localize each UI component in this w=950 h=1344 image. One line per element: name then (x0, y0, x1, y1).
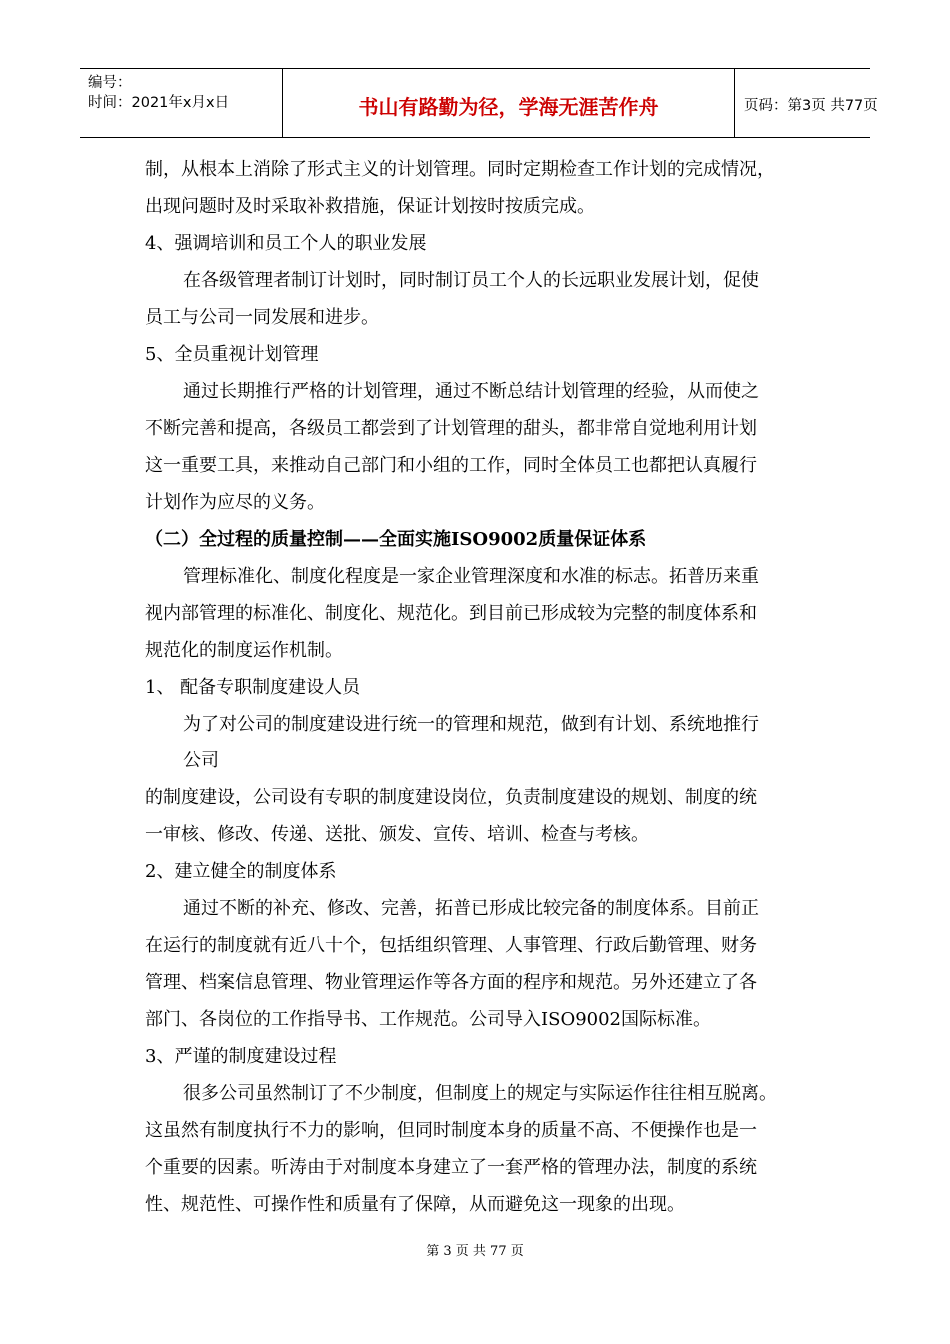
list-heading: 3、严谨的制度建设过程 (145, 1046, 337, 1067)
body-line: 为了对公司的制度建设进行统一的管理和规范，做到有计划、系统地推行 (183, 714, 759, 735)
header-motto: 书山有路勤为径，学海无涯苦作舟 (358, 95, 659, 119)
body-line: 在运行的制度就有近八十个，包括组织管理、人事管理、行政后勤管理、财务 (145, 935, 757, 956)
body-line: 性、规范性、可操作性和质量有了保障，从而避免这一现象的出现。 (145, 1194, 685, 1215)
section-heading: （二）全过程的质量控制——全面实施ISO9002质量保证体系 (145, 529, 647, 550)
body-line: 通过长期推行严格的计划管理，通过不断总结计划管理的经验，从而使之 (183, 381, 759, 402)
page-header (80, 68, 878, 138)
body-line: 公司 (183, 750, 219, 771)
body-line: 很多公司虽然制订了不少制度，但制度上的规定与实际运作往往相互脱离。 (183, 1083, 777, 1104)
body-line: 员工与公司一同发展和进步。 (145, 307, 379, 328)
body-line: 的制度建设，公司设有专职的制度建设岗位，负责制度建设的规划、制度的统 (145, 787, 757, 808)
header-motto-cell (283, 69, 735, 137)
body-line: 不断完善和提高，各级员工都尝到了计划管理的甜头，都非常自觉地利用计划 (145, 418, 757, 439)
body-line: 一审核、修改、传递、送批、颁发、宣传、培训、检查与考核。 (145, 824, 649, 845)
header-page-info: 页码：第3页 共77页 (744, 98, 878, 114)
body-line: 在各级管理者制订计划时，同时制订员工个人的长远职业发展计划，促使 (183, 270, 759, 291)
document-date: 时间：2021年x月x日 (88, 95, 230, 111)
body-line: 这一重要工具，来推动自己部门和小组的工作，同时全体员工也都把认真履行 (145, 455, 757, 476)
body-line: 这虽然有制度执行不力的影响，但同时制度本身的质量不高、不便操作也是一 (145, 1120, 757, 1141)
body-line: 通过不断的补充、修改、完善，拓普已形成比较完备的制度体系。目前正 (183, 898, 759, 919)
body-line: 个重要的因素。听涛由于对制度本身建立了一套严格的管理办法，制度的系统 (145, 1157, 757, 1178)
list-heading: 2、建立健全的制度体系 (145, 861, 337, 882)
body-line: 视内部管理的标准化、制度化、规范化。到目前已形成较为完整的制度体系和 (145, 603, 757, 624)
list-heading: 5、全员重视计划管理 (145, 344, 319, 365)
body-line: 计划作为应尽的义务。 (145, 492, 325, 513)
page-footer: 第 3 页 共 77 页 (426, 1244, 524, 1259)
body-line: 管理标准化、制度化程度是一家企业管理深度和水准的标志。拓普历来重 (183, 566, 759, 587)
header-meta-cell (80, 69, 283, 137)
body-line: 部门、各岗位的工作指导书、工作规范。公司导入ISO9002国际标准。 (145, 1009, 712, 1030)
list-heading: 4、强调培训和员工个人的职业发展 (145, 233, 427, 254)
list-heading: 1、 配备专职制度建设人员 (145, 677, 361, 698)
body-line: 制，从根本上消除了形式主义的计划管理。同时定期检查工作计划的完成情况， (145, 159, 775, 180)
document-number-label: 编号： (88, 75, 132, 91)
body-line: 规范化的制度运作机制。 (145, 640, 343, 661)
body-line: 管理、档案信息管理、物业管理运作等各方面的程序和规范。另外还建立了各 (145, 972, 757, 993)
header-page-cell (736, 69, 878, 137)
body-line: 出现问题时及时采取补救措施，保证计划按时按质完成。 (145, 196, 595, 217)
